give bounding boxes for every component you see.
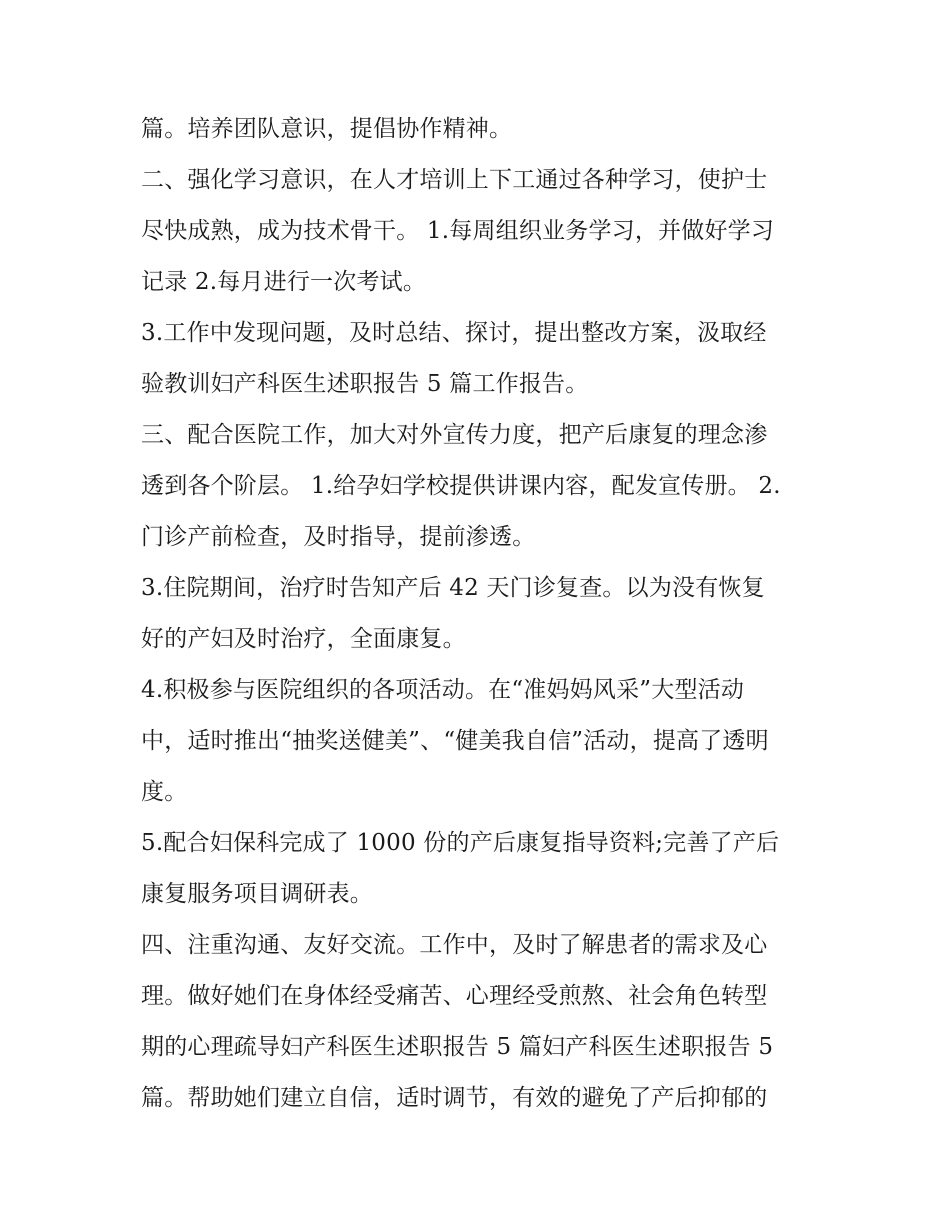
text-line: 四、注重沟通、友好交流。工作中，及时了解患者的需求及心: [141, 932, 768, 958]
text-line: 5.配合妇保科完成了 1000 份的产后康复指导资料;完善了产后: [141, 830, 780, 856]
text-line: 康复服务项目调研表。: [141, 881, 373, 907]
text-line: 验教训妇产科医生述职报告 5 篇工作报告。: [141, 371, 589, 397]
text-line: 期的心理疏导妇产科医生述职报告 5 篇妇产科医生述职报告 5: [141, 1034, 774, 1060]
text-line: 理。做好她们在身体经受痛苦、心理经受煎熬、社会角色转型: [141, 983, 768, 1009]
text-line: 记录 2.每月进行一次考试。: [141, 269, 427, 295]
text-line: 篇。培养团队意识，提倡协作精神。: [141, 116, 513, 142]
text-line: 尽快成熟，成为技术骨干。 1.每周组织业务学习，并做好学习: [141, 218, 775, 244]
text-line: 透到各个阶层。 1.给孕妇学校提供讲课内容，配发宣传册。 2.: [141, 473, 781, 499]
text-line: 4.积极参与医院组织的各项活动。在“准妈妈风采”大型活动: [141, 677, 745, 703]
text-line: 度。: [141, 779, 188, 805]
text-line: 好的产妇及时治疗，全面康复。: [141, 626, 466, 652]
text-line: 3.住院期间，治疗时告知产后 42 天门诊复查。以为没有恢复: [141, 575, 765, 601]
text-line: 三、配合医院工作，加大对外宣传力度，把产后康复的理念渗: [141, 422, 768, 448]
document-body: [141, 104, 821, 1124]
text-line: 篇。帮助她们建立自信，适时调节，有效的避免了产后抑郁的: [141, 1085, 768, 1111]
text-line: 3.工作中发现问题，及时总结、探讨，提出整改方案，汲取经: [141, 320, 767, 346]
text-line: 中，适时推出“抽奖送健美”、“健美我自信”活动，提高了透明: [141, 728, 769, 754]
text-line: 二、强化学习意识，在人才培训上下工通过各种学习，使护士: [141, 167, 768, 193]
text-line: 门诊产前检查，及时指导，提前渗透。: [141, 524, 536, 550]
